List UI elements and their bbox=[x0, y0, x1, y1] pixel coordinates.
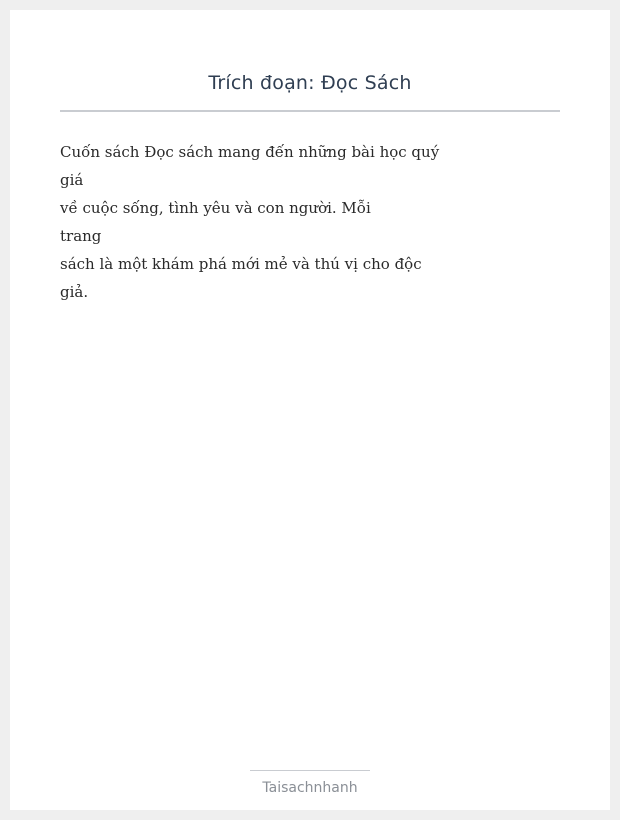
body-line: về cuộc sống, tình yêu và con người. Mỗi bbox=[60, 199, 371, 217]
body-line: trang bbox=[60, 227, 102, 245]
excerpt-body bbox=[60, 138, 440, 306]
document-page bbox=[10, 10, 610, 810]
body-line: giả. bbox=[60, 283, 89, 301]
page-title: Trích đoạn: Đọc Sách bbox=[208, 72, 412, 94]
title-divider bbox=[60, 110, 560, 112]
body-line: sách là một khám phá mới mẻ và thú vị cho độc bbox=[60, 255, 422, 273]
body-line: giá bbox=[60, 171, 84, 189]
body-line: Cuốn sách Đọc sách mang đến những bài học quý bbox=[60, 143, 440, 161]
footer-divider bbox=[250, 770, 370, 771]
footer-source: Taisachnhanh bbox=[262, 780, 358, 796]
